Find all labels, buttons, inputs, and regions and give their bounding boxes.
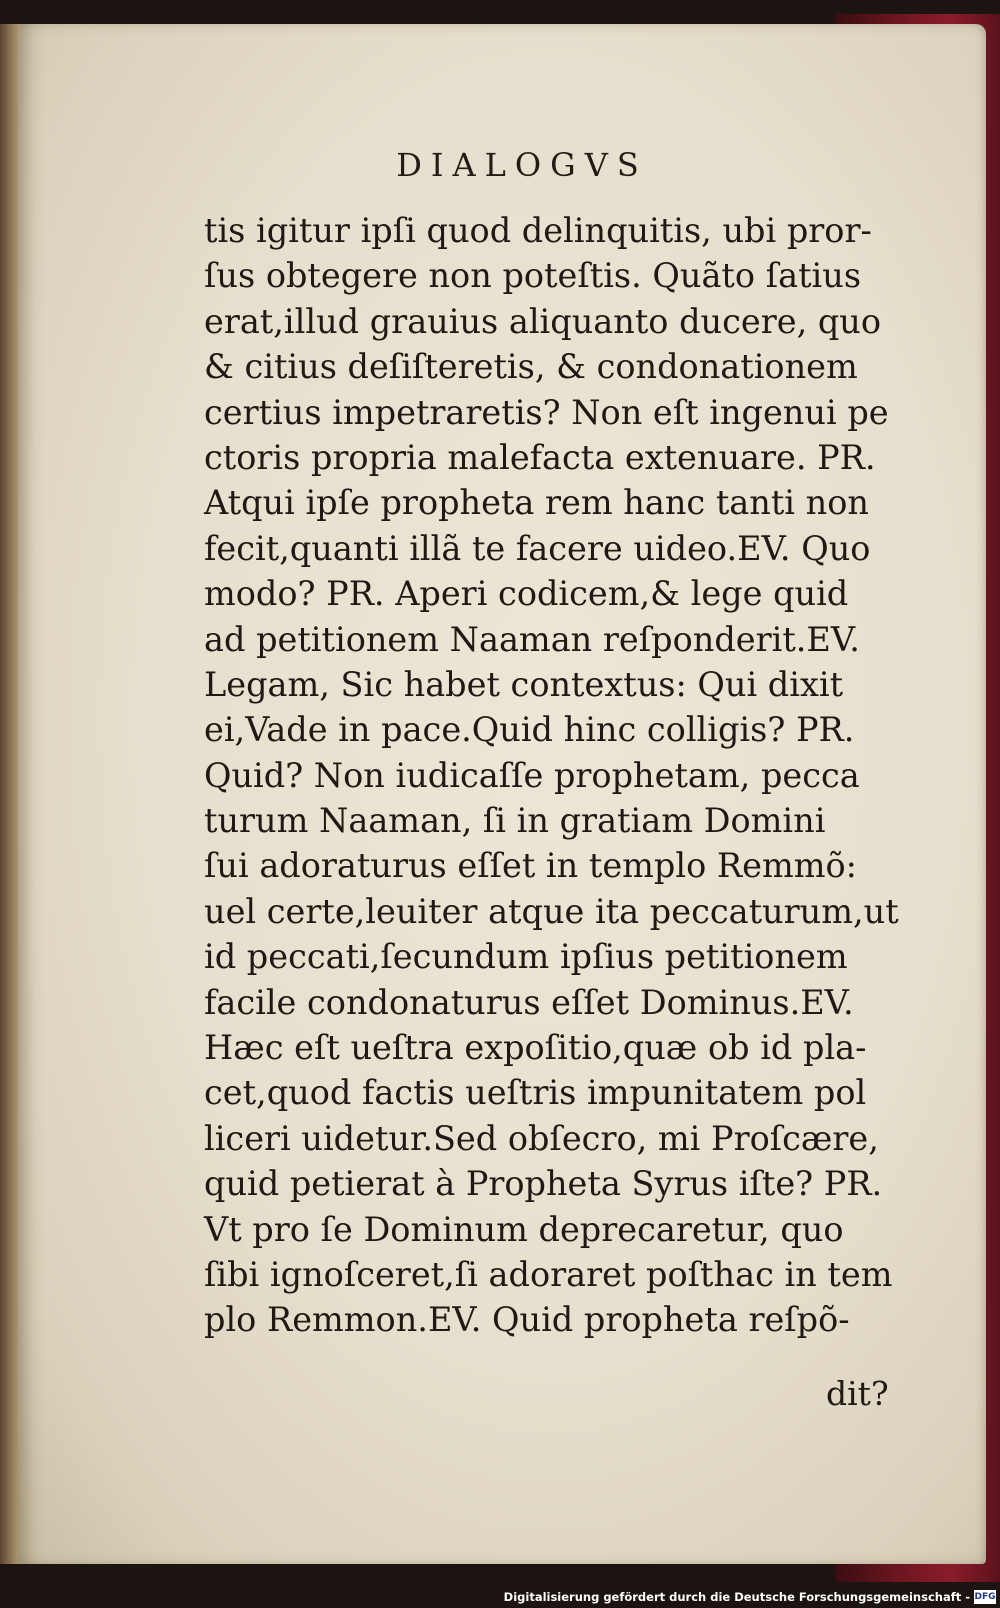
text-line: ei,Vade in pace.Quid hinc colligis? PR. — [204, 710, 855, 750]
digitization-credit: Digitalisierung gefördert durch die Deutsche Forschungsgemeinschaft - — [503, 1590, 970, 1604]
text-line: uel certe,leuiter atque ita peccaturum,ut — [204, 891, 899, 931]
text-line: ſus obtegere non poteſtis. Quãto ſatius — [204, 256, 862, 296]
running-header: DIALOGVS — [396, 146, 648, 184]
catchword: dit? — [826, 1374, 889, 1413]
page-body-text — [204, 208, 899, 1343]
text-line: Quid? Non iudicaſſe prophetam, pecca — [204, 755, 860, 795]
text-line: certius impetraretis? Non eſt ingenui pe — [204, 392, 889, 432]
text-line: Vt pro ſe Dominum deprecaretur, quo — [204, 1209, 844, 1249]
text-line: ſui adoraturus eſſet in templo Remmõ: — [204, 846, 857, 886]
dfg-logo: DFG — [974, 1592, 996, 1602]
text-line: erat,illud grauius aliquanto ducere, quo — [204, 301, 882, 341]
text-line: turum Naaman, ſi in gratiam Domini — [204, 801, 826, 841]
text-line: ctoris propria malefacta extenuare. PR. — [204, 437, 876, 477]
text-line: plo Remmon.EV. Quid propheta reſpõ- — [204, 1300, 850, 1340]
text-line: ſibi ignoſceret,ſi adoraret poſthac in tem — [204, 1254, 893, 1294]
book-page — [18, 24, 986, 1564]
text-line: fecit,quanti illã te facere uideo.EV. Quo — [204, 528, 871, 568]
text-line: quid petierat à Propheta Syrus iſte? PR. — [204, 1164, 883, 1204]
text-line: Legam, Sic habet contextus: Qui dixit — [204, 664, 844, 704]
text-line: facile condonaturus eſſet Dominus.EV. — [204, 982, 854, 1022]
text-line: Hæc eſt ueſtra expoſitio,quæ ob id pla- — [204, 1028, 867, 1068]
text-line: Atqui ipſe propheta rem hanc tanti non — [204, 483, 869, 523]
footer-bar — [0, 1582, 1000, 1608]
text-line: cet,quod factis ueſtris impunitatem pol — [204, 1073, 867, 1113]
text-line: modo? PR. Aperi codicem,& lege quid — [204, 574, 849, 614]
text-line: liceri uidetur.Sed obſecro, mi Proſcære, — [204, 1118, 879, 1158]
text-line: tis igitur ipſi quod delinquitis, ubi pror- — [204, 211, 872, 250]
text-line: & citius deſiſteretis, & condonationem — [204, 347, 858, 387]
text-line: id peccati,ſecundum ipſius petitionem — [204, 937, 848, 977]
text-line: ad petitionem Naaman reſponderit.EV. — [204, 619, 860, 659]
